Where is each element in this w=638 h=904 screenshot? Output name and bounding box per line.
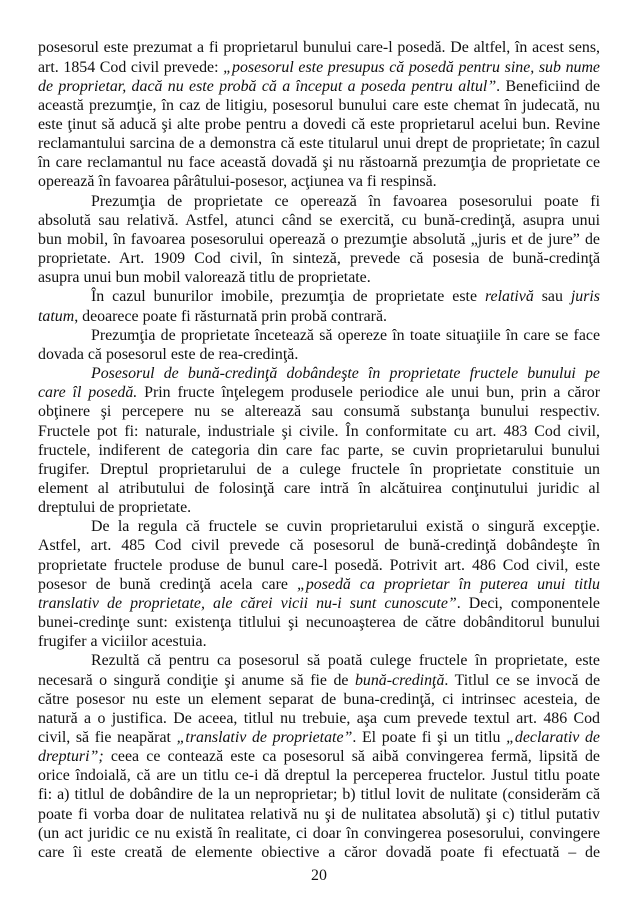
text-run: Prin fructe înţelegem produsele periodice ale unui bun, prin a căror: [137, 384, 600, 402]
paragraph: [38, 517, 600, 651]
text-run: sau: [533, 288, 571, 306]
text-run: asupra unui bun mobil valorează titlu de proprietate.: [38, 269, 371, 287]
text-line: [38, 594, 600, 613]
text-run: . Beneficiind de: [496, 77, 600, 95]
text-line: [38, 575, 600, 594]
text-line: [38, 383, 600, 402]
paragraph: [38, 38, 600, 191]
text-line: [38, 498, 600, 517]
text-run: civil, să fie neapărat: [38, 729, 177, 747]
text-line: [38, 460, 600, 479]
text-line: [38, 690, 600, 709]
text-run: dreptului de proprietate.: [38, 499, 192, 517]
italic-text-run: „posedă ca proprietar în puterea unui titlu: [297, 575, 600, 593]
text-run: obţinere şi percepere nu se alterează sau consumă substanţa bunului respectiv.: [38, 403, 600, 421]
text-line: [38, 785, 600, 804]
text-run: în care reclamantul nu face această dovadă şi nu răstoarnă prezumţia de proprietate ce: [38, 154, 600, 172]
text-run: În cazul bunurilor imobile, prezumţia de proprietate este: [91, 288, 485, 306]
text-run: această prezumţie, în caz de litigiu, posesorul bunului care este chemat în judecată, nu: [38, 96, 600, 114]
text-line: [38, 287, 600, 306]
text-run: Prezumţia de proprietate ce operează în favoarea posesorului poate fi: [91, 192, 600, 210]
page-number: 20: [311, 866, 327, 884]
text-line: [38, 824, 600, 843]
text-line: [38, 766, 600, 785]
text-line: [38, 345, 600, 364]
text-run: posesorul este prezumat a fi proprietarul bunului care-l posedă. De altfel, în acest sens,: [38, 39, 600, 57]
text-line: [38, 192, 600, 211]
text-line: [38, 805, 600, 824]
text-line: [38, 479, 600, 498]
text-line: [38, 96, 600, 115]
text-run: , deoarece poate fi răsturnată prin probă contrară.: [74, 307, 387, 325]
text-line: [38, 517, 600, 536]
text-run: Astfel, art. 485 Cod civil prevede că posesorul de bună-credinţă dobândeşte în: [38, 537, 600, 555]
italic-text-run: drepturi”;: [38, 748, 104, 766]
text-line: [38, 307, 600, 326]
paragraph: [38, 326, 600, 364]
italic-text-run: juris: [570, 288, 600, 306]
text-line: [38, 613, 600, 632]
text-line: [38, 211, 600, 230]
text-run: bunei-credinţe sunt: existenţa titlului şi necunoaşterea de către dobânditorul bunului: [38, 614, 600, 632]
italic-text-run: translativ de proprietate, ale cărei vicii nu-i sunt cunoscute”: [38, 594, 457, 612]
italic-text-run: relativă: [484, 288, 534, 306]
italic-text-run: Posesorul de bună-credinţă dobândeşte în proprietate fructele bunului pe: [91, 365, 600, 383]
text-run: . Titlul ce se invocă de: [444, 671, 601, 689]
text-line: [38, 536, 600, 555]
paragraph: [38, 364, 600, 517]
text-run: . El poate fi şi un titlu: [352, 729, 507, 747]
text-line: [38, 153, 600, 172]
text-run: . Deci, componentele: [456, 594, 600, 612]
italic-text-run: care îl posedă.: [38, 384, 138, 402]
text-run: poate fi vorba doar de nulitatea relativă nu şi de nulitatea absolută) şi c) titlul putativ: [38, 805, 601, 823]
text-line: [38, 38, 600, 57]
text-run: proprietate. Art. 1909 Cod civil, în sinteză, prevede că posesia de bună-credinţă: [38, 250, 601, 268]
text-run: element al atributului de folosinţă care intră în alcătuirea conţinutului juridic al: [38, 479, 600, 497]
paragraph: [38, 651, 600, 862]
text-run: frugifer a viciilor acestuia.: [38, 633, 207, 651]
text-line: [38, 671, 600, 690]
text-line: [38, 422, 600, 441]
text-run: Fructele pot fi: naturale, industriale şi civile. În conformitate cu art. 483 Cod civil,: [38, 422, 600, 440]
text-run: absolută sau relativă. Astfel, atunci când se exercită, cu bună-credinţă, asupra unui: [38, 211, 600, 229]
text-run: reclamantului sarcina de a demonstra că este titularul unui drept de proprietate; în cazul: [38, 135, 600, 153]
text-line: [38, 556, 600, 575]
italic-text-run: „declarativ de: [506, 729, 600, 747]
text-line: [38, 230, 600, 249]
text-run: Prezumţia de proprietate încetează să opereze în toate situaţiile în care se face: [91, 326, 600, 344]
text-line: [38, 249, 600, 268]
text-line: [38, 58, 600, 77]
text-run: către posesor nu este un element separat de buna-credinţă, ci intrinsec acesteia, de: [38, 690, 600, 708]
text-line: [38, 172, 600, 191]
text-line: [38, 268, 600, 287]
text-line: [38, 632, 600, 651]
text-run: operează în favoarea pârâtului-posesor, acţiunea va fi respinsă.: [38, 173, 437, 191]
text-run: De la regula că fructele se cuvin proprietarului există o singură excepţie.: [91, 518, 600, 536]
text-line: [38, 115, 600, 134]
text-run: bun mobil, în favoarea posesorului operează o prezumţie absolută „juris et de jure” de: [38, 230, 600, 248]
italic-text-run: tatum: [38, 307, 75, 325]
body-text: [38, 38, 600, 862]
text-run: este ţinut să aducă şi alte probe pentru a dovedi că este proprietarul acelui bun. Revine: [38, 116, 600, 134]
text-run: fi: a) titlul de dobândire de la un neproprietar; b) titlul lovit de nulitate (considerăm că: [38, 786, 600, 804]
text-run: art. 1854 Cod civil prevede:: [38, 58, 224, 76]
text-run: necesară o singură condiţie şi anume să fie de: [38, 671, 355, 689]
text-line: [38, 651, 600, 670]
text-line: [38, 402, 600, 421]
text-run: natură a o justifica. De aceea, titlul nu trebuie, aşa cum prevede textul art. 486 Cod: [38, 709, 600, 727]
text-run: fructele, indiferent de categoria din care fac parte, se cuvin proprietarului bunului: [38, 441, 600, 459]
text-run: orice îndoială, că are un titlu ce-i dă dreptul la perceperea fructelor. Justul titlu poate: [38, 767, 600, 785]
text-run: frugifer. Dreptul proprietarului de a culege fructele în proprietate constituie un: [38, 460, 600, 478]
text-line: [38, 326, 600, 345]
text-line: [38, 747, 600, 766]
italic-text-run: „posesorul este presupus că posedă pentru sine, sub nume: [223, 58, 600, 76]
text-run: proprietate fructele produse de bunul care-l posedă. Potrivit art. 486 Cod civil, este: [38, 556, 600, 574]
text-run: Rezultă că pentru ca posesorul să poată culege fructele în proprietate, este: [91, 652, 600, 670]
paragraph: [38, 192, 600, 288]
text-line: [38, 441, 600, 460]
text-run: posesor de bună credinţă acela care: [38, 575, 298, 593]
text-line: [38, 728, 600, 747]
paragraph: [38, 287, 600, 325]
text-run: care îi este creată de elemente obiective a căror dovadă poate fi efectuată – de: [38, 843, 601, 861]
italic-text-run: bună-credinţă: [354, 671, 445, 689]
text-line: [38, 709, 600, 728]
text-line: [38, 77, 600, 96]
italic-text-run: de proprietar, dacă nu este probă că a început a poseda pentru altul”: [38, 77, 497, 95]
italic-text-run: „translativ de proprietate”: [176, 729, 353, 747]
text-line: [38, 843, 600, 862]
text-run: (un act juridic ce nu există în realitate, ci doar în convingerea posesorului, convingere: [38, 824, 600, 842]
text-run: dovada că posesorul este de rea-credinţă.: [38, 345, 299, 363]
text-line: [38, 364, 600, 383]
text-run: ceea ce contează este ca posesorul să aibă convingerea fermă, lipsită de: [103, 748, 600, 766]
text-line: [38, 134, 600, 153]
